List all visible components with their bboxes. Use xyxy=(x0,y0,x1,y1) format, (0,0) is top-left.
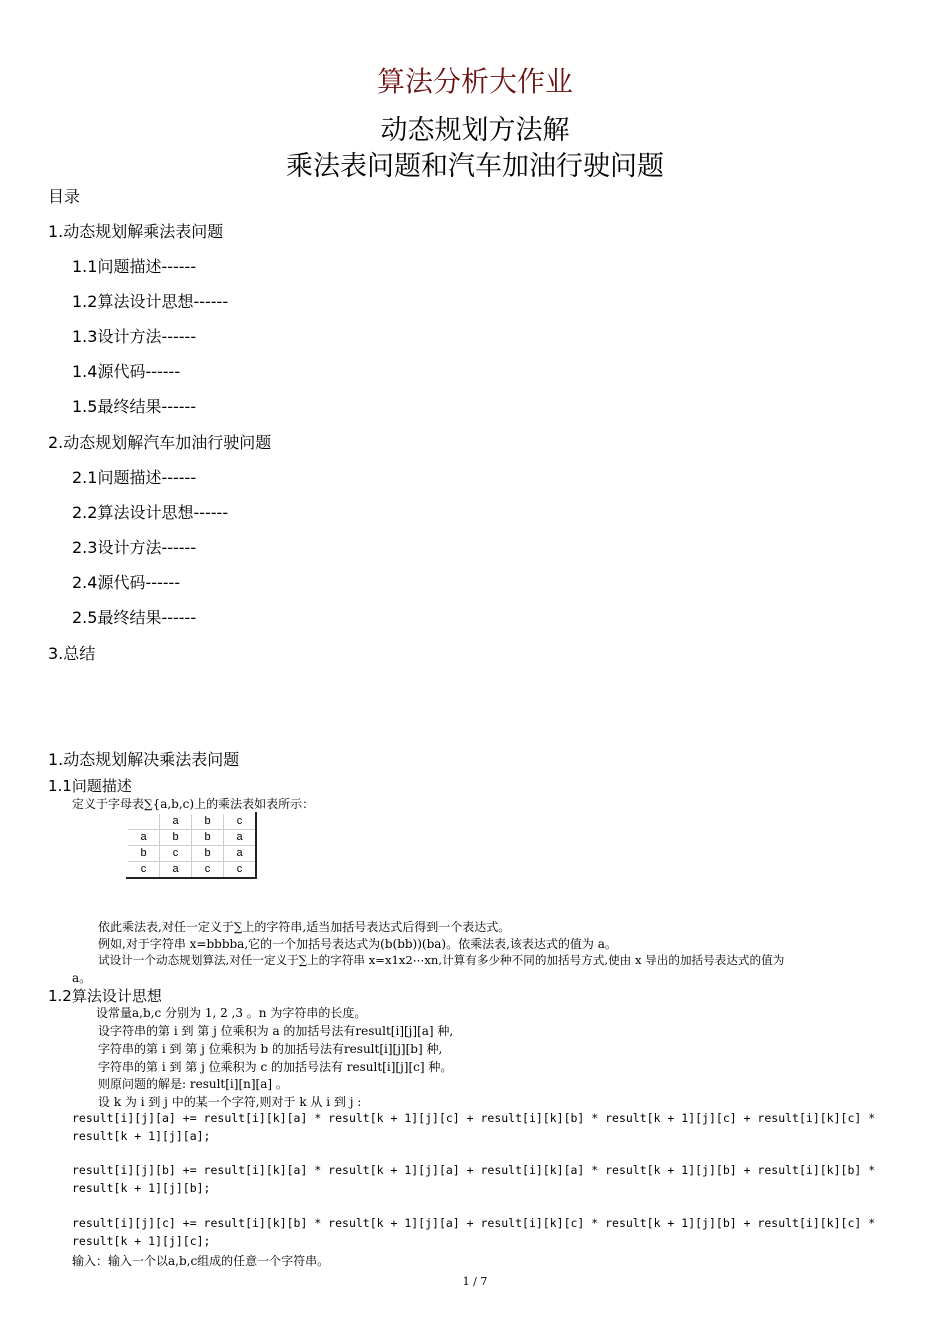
page-number: 1 / 7 xyxy=(462,1275,488,1288)
toc-item-2-3: 2.3设计方法------ xyxy=(72,538,197,557)
table-cell: a xyxy=(160,862,192,879)
table-cell: b xyxy=(160,830,192,846)
table-cell: a xyxy=(224,830,257,846)
table-cell: b xyxy=(192,846,224,862)
table-cell: c xyxy=(127,862,160,879)
formula-c-line-1: result[i][j][c] += result[i][k][b] * result[k + 1][j][a] + result[i][k][c] * result[k + 1][j][b] + result[i][k][c] * xyxy=(72,1216,876,1230)
table-row xyxy=(127,862,256,879)
toc-item-1-3: 1.3设计方法------ xyxy=(72,327,197,346)
design-line-1: 设常量a,b,c 分别为 1, 2 ,3 。n 为字符串的长度。 xyxy=(96,1006,367,1020)
toc-item-2-5: 2.5最终结果------ xyxy=(72,608,197,627)
toc-chapter-2: 2.动态规划解汽车加油行驶问题 xyxy=(48,433,272,452)
table-row xyxy=(127,813,256,830)
formula-b-line-2: result[k + 1][j][b]; xyxy=(72,1181,211,1195)
table-row xyxy=(127,846,256,862)
table-cell: c xyxy=(224,862,257,879)
toc-chapter-3: 3.总结 xyxy=(48,644,96,663)
toc-item-2-1: 2.1问题描述------ xyxy=(72,468,197,487)
paragraph-2: 例如,对于字符串 x=bbbba,它的一个加括号表达式为(b(bb))(ba)。依乘法表,该表达式的值为 a。 xyxy=(98,937,617,951)
design-line-4: 字符串的第 i 到 第 j 位乘积为 c 的加括号法有 result[i][j][c] 种。 xyxy=(98,1060,453,1074)
toc-chapter-1: 1.动态规划解乘法表问题 xyxy=(48,222,224,241)
intro-paragraph: 定义于字母表∑{a,b,c)上的乘法表如表所示： xyxy=(72,797,315,811)
toc-item-1-5: 1.5最终结果------ xyxy=(72,397,197,416)
design-line-6: 设 k 为 i 到 j 中的某一个字符,则对于 k 从 i 到 j : xyxy=(98,1095,362,1109)
table-row xyxy=(127,830,256,846)
design-line-5: 则原问题的解是: result[i][n][a] 。 xyxy=(98,1077,288,1091)
toc-item-2-2: 2.2算法设计思想------ xyxy=(72,503,229,522)
paragraph-3: 试设计一个动态规划算法,对任一定义于∑上的字符串 x=x1x2⋯xn,计算有多少种不同的加括号方式,使由 x 导出的加括号表达式的值为 xyxy=(98,953,785,967)
document-subtitle-2: 乘法表问题和汽车加油行驶问题 xyxy=(286,151,664,182)
formula-b-line-1: result[i][j][b] += result[i][k][a] * result[k + 1][j][a] + result[i][k][a] * result[k + 1][j][b] + result[i][k][b] * xyxy=(72,1163,876,1177)
table-cell: b xyxy=(192,813,224,830)
table-cell: c xyxy=(160,846,192,862)
table-cell: b xyxy=(192,830,224,846)
multiplication-table xyxy=(126,812,257,879)
paragraph-1: 依此乘法表,对任一定义于∑上的字符串,适当加括号表达式后得到一个表达式。 xyxy=(98,920,511,934)
toc-item-1-4: 1.4源代码------ xyxy=(72,362,181,381)
paragraph-3-cont: a。 xyxy=(72,971,92,985)
input-description: 输入：输入一个以a,b,c组成的任意一个字符串。 xyxy=(72,1254,330,1268)
design-line-3: 字符串的第 i 到 第 j 位乘积为 b 的加括号法有result[i][j][b] 种, xyxy=(98,1042,443,1056)
section-1-heading: 1.动态规划解决乘法表问题 xyxy=(48,750,240,769)
table-cell: a xyxy=(160,813,192,830)
toc-item-1-2: 1.2算法设计思想------ xyxy=(72,292,229,311)
toc-heading: 目录 xyxy=(48,187,81,206)
table-cell: c xyxy=(192,862,224,879)
toc-item-1-1: 1.1问题描述------ xyxy=(72,257,197,276)
document-title: 算法分析大作业 xyxy=(376,65,573,98)
table-cell: c xyxy=(224,813,257,830)
document-subtitle-1: 动态规划方法解 xyxy=(380,115,570,146)
design-line-2: 设字符串的第 i 到 第 j 位乘积为 a 的加括号法有result[i][j][a] 种, xyxy=(98,1024,454,1038)
section-1-1-heading: 1.1问题描述 xyxy=(48,777,132,795)
table-cell: a xyxy=(127,830,160,846)
table-cell: b xyxy=(127,846,160,862)
table-cell: a xyxy=(224,846,257,862)
section-1-2-heading: 1.2算法设计思想 xyxy=(48,987,162,1005)
formula-c-line-2: result[k + 1][j][c]; xyxy=(72,1234,211,1248)
formula-a-line-1: result[i][j][a] += result[i][k][a] * result[k + 1][j][c] + result[i][k][b] * result[k + 1][j][c] + result[i][k][c] * xyxy=(72,1111,876,1125)
toc-item-2-4: 2.4源代码------ xyxy=(72,573,181,592)
table-cell xyxy=(127,813,160,830)
formula-a-line-2: result[k + 1][j][a]; xyxy=(72,1129,211,1143)
